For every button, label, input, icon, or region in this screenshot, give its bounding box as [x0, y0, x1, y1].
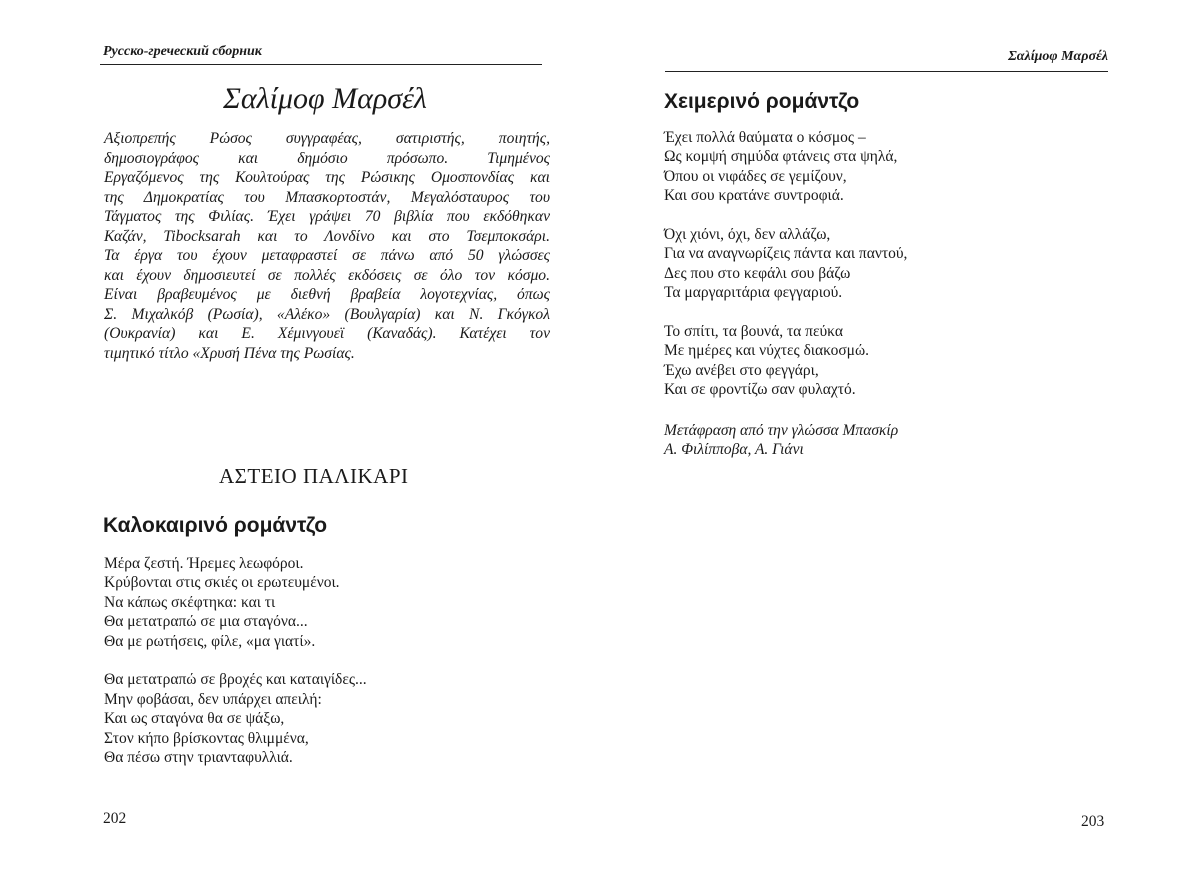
author-title: Σαλίμοφ Μαρσέλ [223, 82, 427, 115]
poem-line: Στον κήπο βρίσκοντας θλιμμένα, [104, 729, 309, 747]
poem-line: Το σπίτι, τα βουνά, τα πεύκα [664, 323, 843, 341]
poem-line: Έχει πολλά θαύματα ο κόσμος – [664, 129, 866, 146]
poem-line: Έχω ανέβει στο φεγγάρι, [664, 361, 819, 379]
bio-line: (Ουκρανία) και Ε. Χέμινγουεϊ (Καναδάς). Κατέχει τον [104, 325, 550, 342]
poem-line: Θα μετατραπώ σε μια σταγόνα... [104, 613, 308, 631]
poem-line: Θα με ρωτήσεις, φίλε, «μα γιατί». [104, 632, 316, 650]
stanza-break [664, 206, 907, 225]
bio-line: Αξιοπρεπής Ρώσος συγγραφέας, σατιριστής, ποιητής, [104, 130, 550, 147]
bio-line: Τάγματος της Φιλίας. Έχει γράψει 70 βιβλία που εκδόθηκαν [104, 208, 550, 225]
page-number-left: 202 [103, 810, 127, 827]
bio-line: Καζάν, Tibocksarah και το Λονδίνο και στο Τσεμποκσάρι. [104, 227, 550, 245]
winter-poem-title: Χειμερινό ρομάντζο [664, 90, 860, 113]
poem-line: Μην φοβάσαι, δεν υπάρχει απειλή: [104, 690, 322, 708]
poem-line: Ως κομψή σημύδα φτάνεις στα ψηλά, [664, 148, 898, 166]
bio-line: Τα έργα του έχουν μεταφραστεί σε πάνω από 50 γλώσσες [104, 247, 550, 264]
credit-line: Μετάφραση από την γλώσσα Μπασκίρ [664, 422, 899, 439]
right-page [600, 0, 1200, 891]
poem-line: Όχι χιόνι, όχι, δεν αλλάζω, [664, 226, 831, 244]
poem-line: Μέρα ζεστή. Ήρεμες λεωφόροι. [104, 555, 304, 572]
poem-line: Και ως σταγόνα θα σε ψάξω, [104, 710, 285, 728]
bio-line: της Δημοκρατίας του Μπασκορτοστάν, Μεγαλόσταυρος του [104, 188, 550, 206]
poem-line: Θα μετατραπώ σε βροχές και καταιγίδες... [104, 671, 367, 689]
poem-line: Με ημέρες και νύχτες διακοσμώ. [664, 342, 870, 360]
winter-poem [664, 128, 907, 400]
collection-title: ΑΣΤΕΙΟ ΠΑΛΙΚΑΡΙ [219, 464, 409, 488]
bio-line: Σ. Μιχαλκόβ (Ρωσία), «Αλέκο» (Βουλγαρία) και Ν. Γκόγκολ [104, 305, 550, 323]
left-running-head: Русско-греческий сборник [103, 44, 262, 59]
right-header-rule [665, 71, 1108, 72]
author-bio [104, 129, 550, 363]
right-running-head: Σαλίμοφ Μαρσέλ [1008, 49, 1108, 64]
bio-line: Εργαζόμενος της Κουλτούρας της Ρώσικης Ομοσπονδίας και [104, 169, 550, 186]
poem-line: Και σου κρατάνε συντροφιά. [664, 187, 844, 205]
stanza-break [664, 303, 907, 322]
poem-line: Κρύβονται στις σκιές οι ερωτευμένοι. [104, 574, 340, 592]
poem-line: Δες που στο κεφάλι σου βάζω [664, 264, 851, 282]
poem-line: Και σε φροντίζω σαν φυλαχτό. [664, 381, 856, 399]
poem-line: Για να αναγνωρίζεις πάντα και παντού, [664, 245, 908, 263]
bio-line: και έχουν δημοσιευτεί σε πολλές εκδόσεις σε όλο τον κόσμο. [104, 266, 550, 284]
summer-poem [104, 554, 367, 767]
bio-line: δημοσιογράφος και δημόσιο πρόσωπο. Τιμημένος [104, 149, 550, 167]
stanza-break [104, 651, 367, 670]
bio-line: τιμητικό τίτλο «Χρυσή Πένα της Ρωσίας. [104, 344, 355, 362]
credit-line: Α. Φιλίπποβα, Α. Γιάνι [664, 441, 804, 459]
poem-line: Τα μαργαριτάρια φεγγαριού. [664, 284, 843, 302]
left-header-rule [100, 64, 542, 65]
translation-credit [664, 421, 898, 460]
poem-line: Θα πέσω στην τριανταφυλλιά. [104, 749, 293, 767]
summer-poem-title: Καλοκαιρινό ρομάντζο [103, 514, 328, 537]
page-number-right: 203 [1081, 813, 1105, 830]
poem-line: Να κάπως σκέφτηκα: και τι [104, 593, 276, 611]
poem-line: Όπου οι νιφάδες σε γεμίζουν, [664, 167, 847, 185]
bio-line: Είναι βραβευμένος με διεθνή βραβεία λογοτεχνίας, όπως [104, 286, 550, 303]
